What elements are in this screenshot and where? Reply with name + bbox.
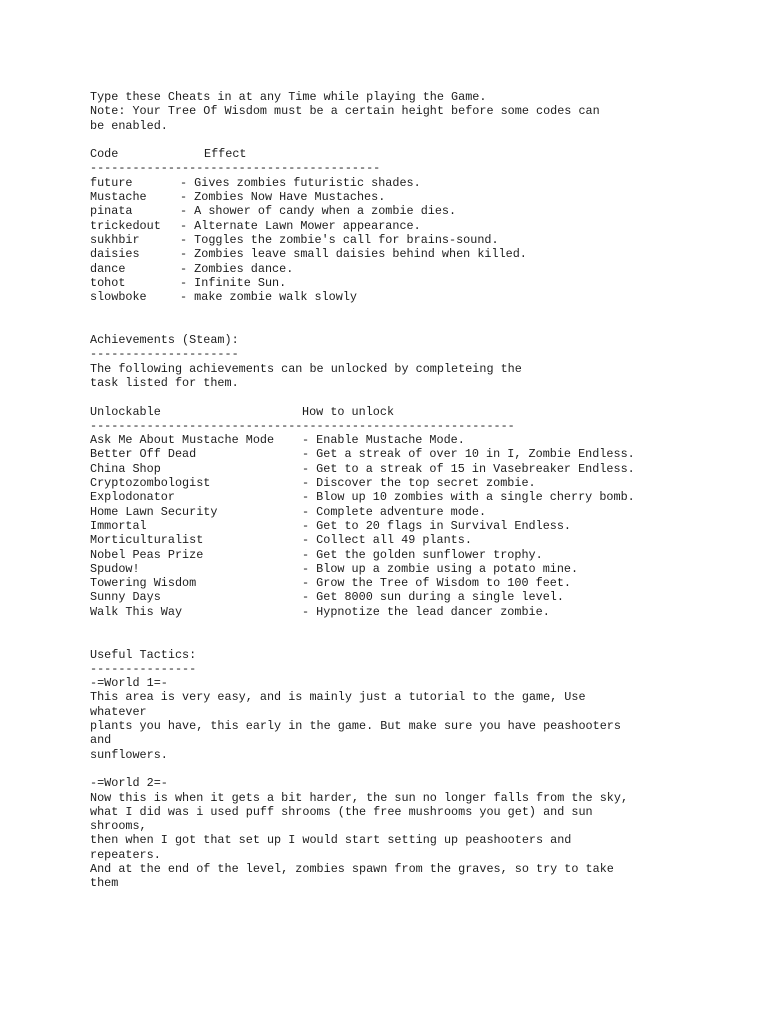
achievement-name: Nobel Peas Prize <box>90 547 204 562</box>
achievement-name: Ask Me About Mustache Mode <box>90 433 275 448</box>
achievement-how: - Complete adventure mode. <box>302 504 487 519</box>
world2-line: what I did was i used puff shrooms (the free mushrooms you get) and sun <box>90 804 593 819</box>
achievement-row <box>90 519 760 533</box>
achievement-how: - Enable Mustache Mode. <box>302 433 465 448</box>
cheat-code: tohot <box>90 275 126 290</box>
cheat-row <box>90 233 760 247</box>
achievement-row <box>90 447 760 461</box>
cheat-code: future <box>90 175 133 190</box>
cheat-effect: - Zombies leave small daisies behind when killed. <box>180 247 527 262</box>
achievement-name: Explodonator <box>90 490 175 505</box>
cheat-effect: - Zombies Now Have Mustaches. <box>180 190 386 205</box>
cheat-effect: - A shower of candy when a zombie dies. <box>180 204 457 219</box>
cheat-row <box>90 190 760 204</box>
achievement-name: Walk This Way <box>90 604 183 619</box>
achievement-how: - Get 8000 sun during a single level. <box>302 590 564 605</box>
world2-line: repeaters. <box>90 847 161 862</box>
world2-line: And at the end of the level, zombies spawn from the graves, so try to take <box>90 862 614 877</box>
achievement-row <box>90 505 760 519</box>
achievement-header-divider: ------------------------------------------------------------ <box>90 418 515 433</box>
achievement-header-name: Unlockable <box>90 404 161 419</box>
world2-line: then when I got that set up I would start setting up peashooters and <box>90 833 572 848</box>
cheat-row <box>90 176 760 190</box>
cheat-header-effect: Effect <box>204 147 247 162</box>
cheat-row <box>90 290 760 304</box>
achievement-row <box>90 476 760 490</box>
intro-line: be enabled. <box>90 118 168 133</box>
world2-line: them <box>90 876 119 891</box>
cheat-effect: - Toggles the zombie's call for brains-sound. <box>180 232 499 247</box>
achievement-name: Towering Wisdom <box>90 576 197 591</box>
achievement-row <box>90 462 760 476</box>
achievement-how: - Get to a streak of 15 in Vasebreaker Endless. <box>302 461 635 476</box>
world1-line: whatever <box>90 704 147 719</box>
tactics-title: Useful Tactics: <box>90 647 197 662</box>
achievement-how: - Blow up a zombie using a potato mine. <box>302 561 579 576</box>
achievement-name: Immortal <box>90 518 147 533</box>
cheat-code: pinata <box>90 204 133 219</box>
world1-line: and <box>90 733 112 748</box>
achievement-header-how: How to unlock <box>302 404 395 419</box>
achievement-how: - Get to 20 flags in Survival Endless. <box>302 518 572 533</box>
world2-line: shrooms, <box>90 819 147 834</box>
achievements-intro-line: task listed for them. <box>90 375 239 390</box>
achievement-name: Sunny Days <box>90 590 161 605</box>
world2-line: Now this is when it gets a bit harder, the sun no longer falls from the sky, <box>90 790 629 805</box>
achievement-how: - Blow up 10 zombies with a single cherry bomb. <box>302 490 635 505</box>
cheat-divider: ----------------------------------------- <box>90 161 381 176</box>
achievement-how: - Hypnotize the lead dancer zombie. <box>302 604 550 619</box>
achievement-name: Morticulturalist <box>90 533 204 548</box>
cheat-table-header <box>90 147 760 161</box>
achievements-divider: --------------------- <box>90 347 239 362</box>
achievement-how: - Get a streak of over 10 in I, Zombie Endless. <box>302 447 635 462</box>
tactics-divider: --------------- <box>90 661 197 676</box>
world2-heading: -=World 2=- <box>90 776 168 791</box>
achievement-table-header <box>90 405 760 419</box>
world1-line: sunflowers. <box>90 747 168 762</box>
achievement-row <box>90 562 760 576</box>
world2-text <box>90 791 760 891</box>
achievement-how: - Collect all 49 plants. <box>302 533 472 548</box>
document-page <box>90 90 760 891</box>
intro-line: Note: Your Tree Of Wisdom must be a certain height before some codes can <box>90 104 600 119</box>
world1-heading: -=World 1=- <box>90 676 168 691</box>
cheat-code: daisies <box>90 247 140 262</box>
cheat-effect: - Gives zombies futuristic shades. <box>180 175 421 190</box>
achievement-row <box>90 533 760 547</box>
cheat-row <box>90 276 760 290</box>
world1-line: This area is very easy, and is mainly just a tutorial to the game, Use <box>90 690 586 705</box>
achievement-name: Better Off Dead <box>90 447 197 462</box>
cheat-code: dance <box>90 261 126 276</box>
cheat-row <box>90 219 760 233</box>
achievement-row <box>90 433 760 447</box>
achievement-name: Cryptozombologist <box>90 476 211 491</box>
achievement-how: - Discover the top secret zombie. <box>302 476 536 491</box>
cheat-code: trickedout <box>90 218 161 233</box>
cheat-effect: - Zombies dance. <box>180 261 294 276</box>
achievements-intro-line: The following achievements can be unlocked by completeing the <box>90 361 522 376</box>
cheat-code: slowboke <box>90 290 147 305</box>
cheat-effect: - Infinite Sun. <box>180 275 287 290</box>
cheat-effect: - Alternate Lawn Mower appearance. <box>180 218 421 233</box>
cheat-row <box>90 262 760 276</box>
achievement-name: Home Lawn Security <box>90 504 218 519</box>
achievement-name: China Shop <box>90 461 161 476</box>
achievements-title: Achievements (Steam): <box>90 333 239 348</box>
cheat-code: sukhbir <box>90 232 140 247</box>
achievement-row <box>90 548 760 562</box>
achievement-row <box>90 605 760 619</box>
cheat-header-code: Code <box>90 147 119 162</box>
achievement-row <box>90 576 760 590</box>
achievement-row <box>90 590 760 604</box>
cheat-row <box>90 247 760 261</box>
achievement-how: - Get the golden sunflower trophy. <box>302 547 543 562</box>
achievement-how: - Grow the Tree of Wisdom to 100 feet. <box>302 576 572 591</box>
cheat-row <box>90 204 760 218</box>
cheat-effect: - make zombie walk slowly <box>180 290 357 305</box>
cheat-code: Mustache <box>90 190 147 205</box>
world1-line: plants you have, this early in the game. But make sure you have peashooters <box>90 719 621 734</box>
achievement-list <box>90 433 760 619</box>
world1-text <box>90 690 760 761</box>
cheat-list <box>90 176 760 305</box>
achievement-row <box>90 490 760 504</box>
intro-line: Type these Cheats in at any Time while playing the Game. <box>90 90 487 104</box>
achievement-name: Spudow! <box>90 561 140 576</box>
